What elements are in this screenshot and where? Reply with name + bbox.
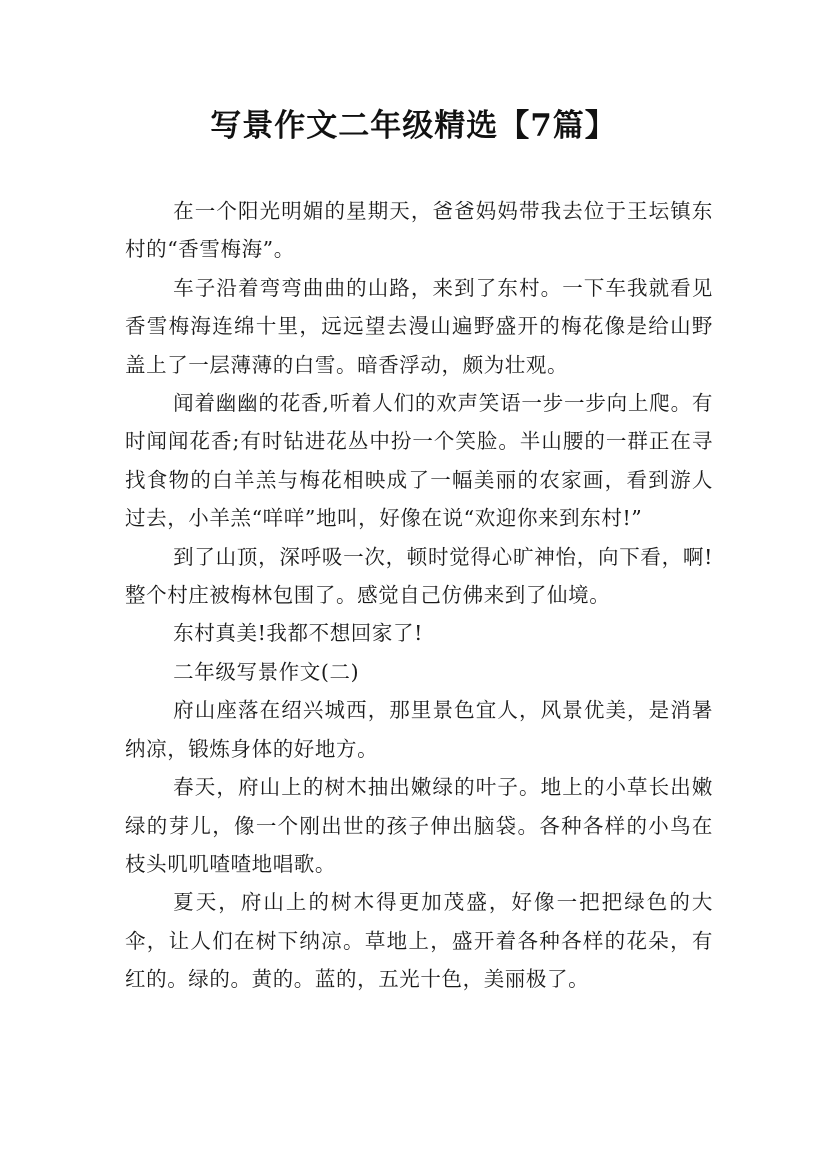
- section-heading: 二年级写景作文(二): [173, 659, 360, 684]
- paragraph: 夏天，府山上的树木得更加茂盛，好像一把把绿色的大伞，让人们在树下纳凉。草地上，盛开着各种各样的花朵，有红的。绿的。黄的。蓝的，五光十色，美丽极了。: [125, 890, 713, 992]
- document-body: [125, 192, 713, 999]
- document-title: 写景作文二年级精选【7篇】: [210, 108, 617, 144]
- paragraph: 春天，府山上的树木抽出嫩绿的叶子。地上的小草长出嫩绿的芽儿，像一个刚出世的孩子伸出脑袋。各种各样的小鸟在枝头叽叽喳喳地唱歌。: [125, 775, 713, 876]
- paragraph: 府山座落在绍兴城西，那里景色宜人，风景优美，是消暑纳凉，锻炼身体的好地方。: [125, 698, 713, 761]
- paragraph: 闻着幽幽的花香,听着人们的欢声笑语一步一步向上爬。有时闻闻花香;有时钻进花丛中扮一个笑脸。半山腰的一群正在寻找食物的白羊羔与梅花相映成了一幅美丽的农家画，看到游人过去，小羊羔“咩咩”地叫，好像在说“欢迎你来到东村!”: [125, 391, 713, 531]
- paragraph: 在一个阳光明媚的星期天，爸爸妈妈带我去位于王坛镇东村的“香雪梅海”。: [125, 199, 713, 262]
- paragraph: 到了山顶，深呼吸一次，顿时觉得心旷神怡，向下看，啊!整个村庄被梅林包围了。感觉自己仿佛来到了仙境。: [125, 544, 713, 608]
- paragraph: 东村真美!我都不想回家了!: [173, 621, 423, 646]
- paragraph: 车子沿着弯弯曲曲的山路，来到了东村。一下车我就看见香雪梅海连绵十里，远远望去漫山遍野盛开的梅花像是给山野盖上了一层薄薄的白雪。暗香浮动，颇为壮观。: [125, 275, 713, 377]
